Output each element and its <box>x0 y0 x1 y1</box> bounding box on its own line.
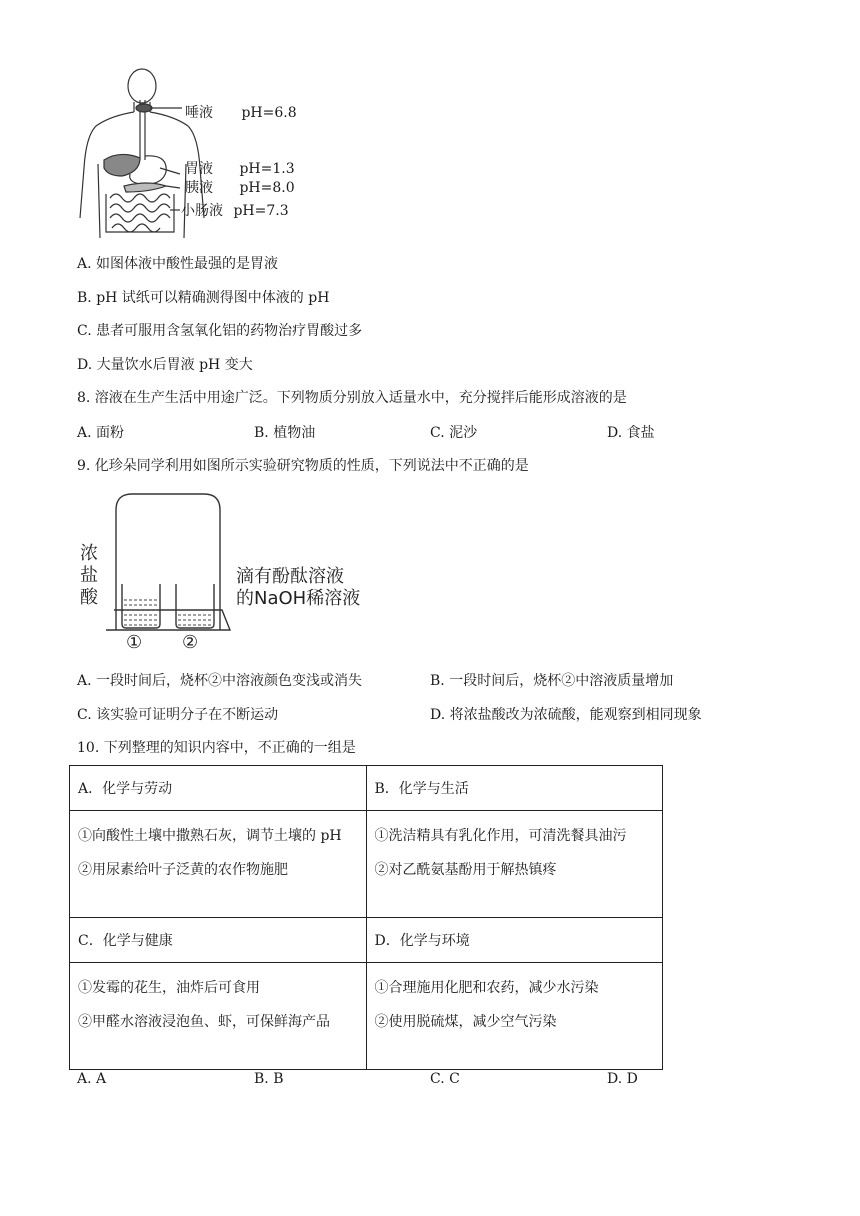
gastric-name: 胃液 <box>185 161 213 177</box>
cell-b-line-2: ②对乙酰氨基酚用于解热镇疼 <box>374 862 557 878</box>
cell-a-line-1: ①向酸性土壤中撒熟石灰，调节土壤的 pH <box>78 828 342 844</box>
q10-option-d: D. D <box>607 1071 638 1087</box>
conc-hcl-char-1: 浓 <box>80 543 98 564</box>
q7-option-d: D. 大量饮水后胃液 pH 变大 <box>77 357 253 373</box>
pancreatic-label <box>185 180 295 196</box>
saliva-label <box>185 105 297 121</box>
q8-option-c: C. 泥沙 <box>430 425 478 441</box>
q7-option-b: B. pH 试纸可以精确测得图中体液的 pH <box>77 290 330 306</box>
q10-option-a: A. A <box>77 1071 107 1087</box>
q9-option-d: D. 将浓盐酸改为浓硫酸，能观察到相同现象 <box>430 707 702 723</box>
q9-option-b: B. 一段时间后，烧杯②中溶液质量增加 <box>430 673 674 689</box>
saliva-ph: pH=6.8 <box>241 105 297 121</box>
q9-option-a: A. 一段时间后，烧杯②中溶液颜色变浅或消失 <box>77 673 363 689</box>
beaker-1-label: ① <box>126 632 143 653</box>
table-row <box>70 963 663 1070</box>
naoh-solution-label <box>236 566 360 610</box>
beaker-2-label: ② <box>182 632 199 653</box>
q9-stem: 9. 化珍朵同学利用如图所示实验研究物质的性质，下列说法中不正确的是 <box>77 458 529 474</box>
naoh-label-line-1: 滴有酚酞溶液 <box>236 566 344 587</box>
cell-c-line-2: ②甲醛水溶液浸泡鱼、虾，可保鲜海产品 <box>78 1014 330 1030</box>
cell-b-body <box>366 811 663 918</box>
pancreatic-name: 胰液 <box>185 180 213 196</box>
cell-a-title: A．化学与劳动 <box>70 766 367 811</box>
pancreatic-ph: pH=8.0 <box>239 180 295 196</box>
cell-d-line-1: ①合理施用化肥和农药，减少水污染 <box>374 980 599 996</box>
q8-option-b: B. 植物油 <box>254 425 316 441</box>
cell-b-line-1: ①洗洁精具有乳化作用，可清洗餐具油污 <box>374 828 627 844</box>
cell-c-body <box>70 963 367 1070</box>
table-row <box>70 811 663 918</box>
cell-c-line-1: ①发霉的花生，油炸后可食用 <box>78 980 260 996</box>
intestinal-label <box>181 203 289 219</box>
q10-option-b: B. B <box>254 1071 284 1087</box>
ammonia-experiment-figure <box>76 488 366 656</box>
saliva-name: 唾液 <box>185 105 213 121</box>
table-row <box>70 766 663 811</box>
cell-a-line-2: ②用尿素给叶子泛黄的农作物施肥 <box>78 862 288 878</box>
table-row <box>70 918 663 963</box>
intestinal-name: 小肠液 <box>181 203 223 219</box>
q7-option-c: C. 患者可服用含氢氧化铝的药物治疗胃酸过多 <box>77 323 363 339</box>
conc-hcl-label <box>80 543 98 609</box>
cell-a-body <box>70 811 367 918</box>
conc-hcl-char-2: 盐 <box>80 565 98 586</box>
cell-b-title: B．化学与生活 <box>366 766 663 811</box>
conc-hcl-char-3: 酸 <box>80 587 98 608</box>
gastric-label <box>185 161 295 177</box>
gastric-ph: pH=1.3 <box>239 161 295 177</box>
q7-option-a: A. 如图体液中酸性最强的是胃液 <box>77 256 279 272</box>
digestive-system-figure <box>70 68 310 244</box>
intestinal-ph: pH=7.3 <box>233 203 289 219</box>
cell-d-title: D．化学与环境 <box>366 918 663 963</box>
q10-option-c: C. C <box>430 1071 460 1087</box>
q10-stem: 10. 下列整理的知识内容中，不正确的一组是 <box>77 740 356 756</box>
cell-d-body <box>366 963 663 1070</box>
cell-d-line-2: ②使用脱硫煤，减少空气污染 <box>374 1014 557 1030</box>
knowledge-table <box>69 765 663 1070</box>
q9-option-c: C. 该实验可证明分子在不断运动 <box>77 707 279 723</box>
q8-stem: 8. 溶液在生产生活中用途广泛。下列物质分别放入适量水中，充分搅拌后能形成溶液的是 <box>77 390 627 406</box>
cell-c-title: C．化学与健康 <box>70 918 367 963</box>
naoh-label-line-2: 的NaOH稀溶液 <box>236 588 361 609</box>
q8-option-d: D. 食盐 <box>607 425 655 441</box>
q8-option-a: A. 面粉 <box>77 425 125 441</box>
